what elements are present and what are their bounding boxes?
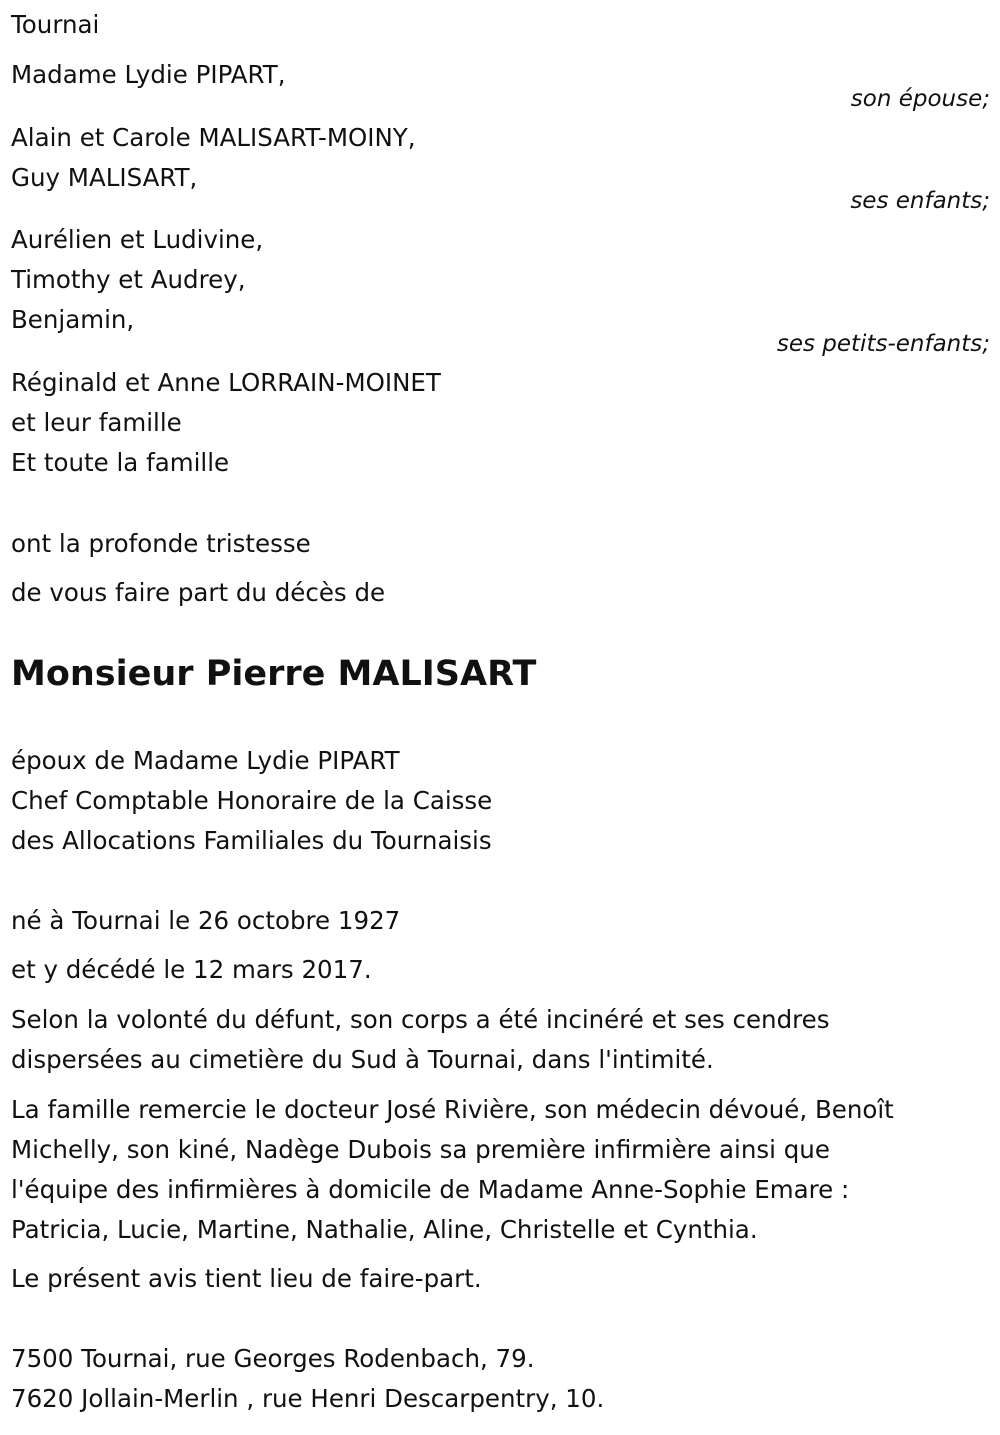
thanks-line: La famille remercie le docteur José Rivière, son médecin dévoué, Benoît [11, 1095, 894, 1124]
announcement-line: de vous faire part du décès de [11, 578, 386, 607]
deceased-name: Monsieur Pierre MALISART [11, 654, 537, 694]
grandchildren-role: ses petits-enfants; [776, 331, 990, 357]
thanks-line: l'équipe des infirmières à domicile de Madame Anne-Sophie Emare : [11, 1175, 850, 1204]
children-role: ses enfants; [850, 188, 990, 214]
spouse-role: son épouse; [850, 86, 990, 112]
child-name: Alain et Carole MALISART-MOINY, [11, 123, 416, 152]
birth-line: né à Tournai le 26 octobre 1927 [11, 906, 401, 935]
announcement-line: ont la profonde tristesse [11, 529, 311, 558]
grandchild-name: Benjamin, [11, 305, 135, 334]
thanks-line: Michelly, son kiné, Nadège Dubois sa première infirmière ainsi que [11, 1135, 830, 1164]
grandchild-name: Timothy et Audrey, [11, 265, 246, 294]
spouse-name: Madame Lydie PIPART, [11, 60, 286, 89]
header-city: Tournai [11, 10, 100, 39]
address-line: 7500 Tournai, rue Georges Rodenbach, 79. [11, 1344, 535, 1373]
deceased-detail: des Allocations Familiales du Tournaisis [11, 826, 492, 855]
thanks-line: Patricia, Lucie, Martine, Nathalie, Aline, Christelle et Cynthia. [11, 1215, 758, 1244]
grandchild-name: Aurélien et Ludivine, [11, 225, 264, 254]
other-family-line: et leur famille [11, 408, 182, 437]
cremation-line: Selon la volonté du défunt, son corps a été incinéré et ses cendres [11, 1005, 830, 1034]
deceased-detail: Chef Comptable Honoraire de la Caisse [11, 786, 493, 815]
death-line: et y décédé le 12 mars 2017. [11, 955, 372, 984]
child-name: Guy MALISART, [11, 163, 198, 192]
notice-line: Le présent avis tient lieu de faire-part. [11, 1264, 482, 1293]
other-family-line: Et toute la famille [11, 448, 230, 477]
deceased-detail: époux de Madame Lydie PIPART [11, 746, 400, 775]
address-line: 7620 Jollain-Merlin , rue Henri Descarpentry, 10. [11, 1384, 605, 1413]
cremation-line: dispersées au cimetière du Sud à Tournai, dans l'intimité. [11, 1045, 714, 1074]
other-family-line: Réginald et Anne LORRAIN-MOINET [11, 368, 441, 397]
